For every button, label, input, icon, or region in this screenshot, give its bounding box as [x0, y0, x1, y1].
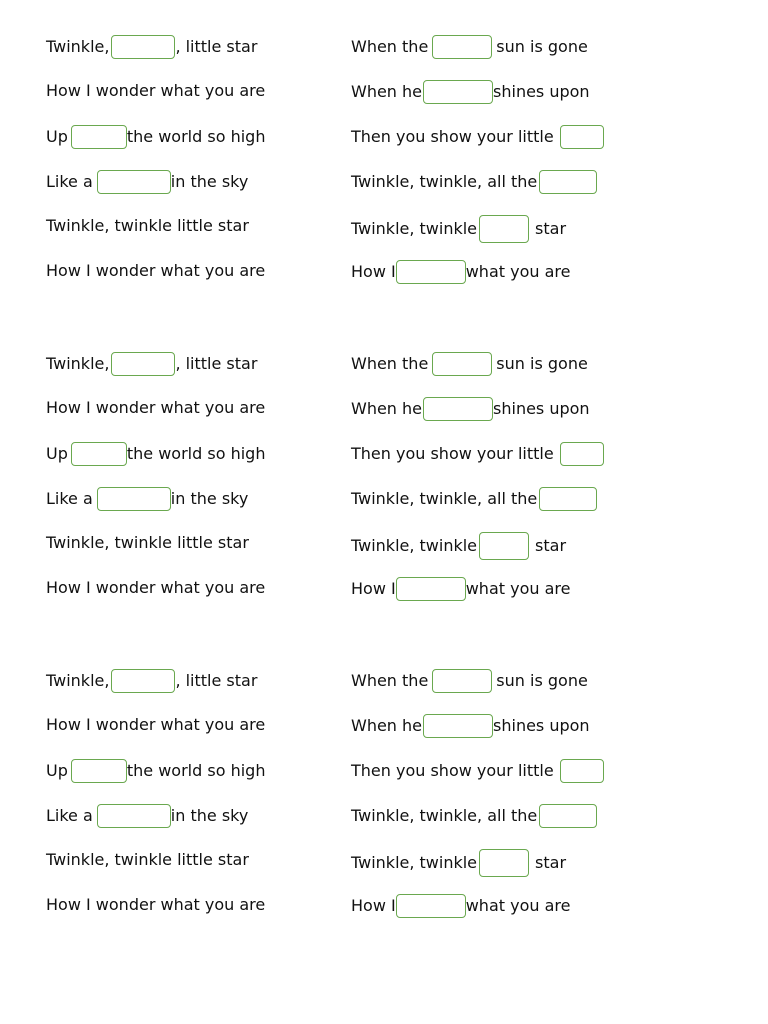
lyric-text: , little star	[175, 671, 258, 690]
blank-box[interactable]	[560, 759, 604, 783]
blank-box[interactable]	[396, 894, 466, 918]
lyric-line	[351, 125, 604, 170]
right-column	[351, 352, 604, 622]
lyric-text: the world so high	[126, 127, 266, 146]
lyric-text: Like a	[46, 172, 93, 191]
blank-box[interactable]	[111, 669, 175, 693]
lyric-line	[46, 849, 265, 894]
lyric-text: sun is gone	[496, 37, 588, 56]
lyric-line	[351, 80, 604, 125]
lyric-text: in the sky	[170, 489, 249, 508]
lyric-line	[351, 170, 604, 215]
lyric-text: When he	[351, 399, 423, 418]
lyric-text: Twinkle, twinkle	[351, 536, 478, 555]
lyric-text: How I wonder what you are	[46, 260, 266, 280]
lyric-text: When he	[351, 716, 423, 735]
lyric-line	[351, 215, 604, 260]
lyric-text: the world so high	[126, 444, 266, 463]
lyric-text: star	[535, 536, 567, 555]
blank-box[interactable]	[396, 260, 466, 284]
lyric-line	[46, 125, 265, 170]
lyric-line	[351, 532, 604, 577]
blank-box[interactable]	[97, 804, 171, 828]
lyric-line	[46, 215, 265, 260]
lyric-line	[46, 759, 265, 804]
lyric-text: shines upon	[493, 399, 590, 418]
lyric-line	[351, 894, 604, 939]
blank-box[interactable]	[432, 35, 492, 59]
blank-box[interactable]	[423, 714, 493, 738]
lyric-line	[46, 260, 265, 305]
blank-box[interactable]	[539, 804, 597, 828]
lyric-line	[46, 669, 265, 714]
lyric-text: Twinkle, twinkle, all the	[351, 172, 538, 191]
lyric-text: star	[535, 853, 567, 872]
lyric-line	[46, 352, 265, 397]
lyric-text: what you are	[465, 262, 571, 281]
blank-box[interactable]	[432, 669, 492, 693]
lyric-line	[46, 804, 265, 849]
blank-box[interactable]	[71, 125, 127, 149]
lyric-text: , little star	[175, 354, 258, 373]
lyric-line	[351, 669, 604, 714]
lyric-text: the world so high	[126, 761, 266, 780]
lyric-text: When the	[351, 671, 429, 690]
lyric-text: Twinkle, twinkle little star	[46, 215, 249, 235]
lyric-text: How I	[351, 262, 396, 281]
lyric-text: Like a	[46, 806, 93, 825]
lyric-line	[351, 352, 604, 397]
left-column	[46, 352, 265, 622]
right-column	[351, 35, 604, 305]
verse-block-3	[0, 669, 768, 959]
left-column	[46, 35, 265, 305]
lyric-text: When the	[351, 354, 429, 373]
blank-box[interactable]	[560, 125, 604, 149]
lyric-text: When he	[351, 82, 423, 101]
lyric-line	[46, 532, 265, 577]
lyric-line	[46, 442, 265, 487]
lyric-line	[46, 577, 265, 622]
blank-box[interactable]	[97, 487, 171, 511]
blank-box[interactable]	[71, 759, 127, 783]
blank-box[interactable]	[97, 170, 171, 194]
lyric-line	[351, 759, 604, 804]
lyric-line	[46, 397, 265, 442]
lyric-text: Twinkle, twinkle little star	[46, 849, 249, 869]
blank-box[interactable]	[423, 397, 493, 421]
verse-block-1	[0, 35, 768, 325]
lyric-line	[46, 35, 265, 80]
lyric-line	[46, 714, 265, 759]
lyric-line	[351, 442, 604, 487]
lyric-text: Twinkle,	[46, 37, 110, 56]
lyric-line	[351, 577, 604, 622]
right-column	[351, 669, 604, 939]
lyric-text: , little star	[175, 37, 258, 56]
blank-box[interactable]	[560, 442, 604, 466]
lyric-line	[351, 849, 604, 894]
lyric-text: star	[535, 219, 567, 238]
lyric-line	[351, 487, 604, 532]
blank-box[interactable]	[539, 487, 597, 511]
blank-box[interactable]	[396, 577, 466, 601]
lyric-text: How I wonder what you are	[46, 577, 266, 597]
blank-box[interactable]	[479, 849, 529, 877]
lyric-text: Twinkle,	[46, 354, 110, 373]
blank-box[interactable]	[111, 35, 175, 59]
lyric-text: Twinkle, twinkle, all the	[351, 489, 538, 508]
lyric-text: Then you show your little	[351, 761, 554, 780]
blank-box[interactable]	[539, 170, 597, 194]
lyric-text: How I wonder what you are	[46, 894, 266, 914]
lyric-text: sun is gone	[496, 671, 588, 690]
lyric-text: How I wonder what you are	[46, 397, 266, 417]
lyric-text: Then you show your little	[351, 444, 554, 463]
lyric-line	[46, 487, 265, 532]
blank-box[interactable]	[432, 352, 492, 376]
lyric-text: Twinkle, twinkle	[351, 853, 478, 872]
lyric-text: When the	[351, 37, 429, 56]
lyric-text: what you are	[465, 896, 571, 915]
blank-box[interactable]	[111, 352, 175, 376]
lyric-line	[351, 397, 604, 442]
verse-block-2	[0, 352, 768, 642]
lyric-line	[46, 80, 265, 125]
lyric-line	[351, 35, 604, 80]
lyric-text: How I wonder what you are	[46, 80, 266, 100]
lyric-text: How I wonder what you are	[46, 714, 266, 734]
lyric-text: How I	[351, 579, 396, 598]
lyric-text: Twinkle, twinkle	[351, 219, 478, 238]
lyric-text: in the sky	[170, 172, 249, 191]
left-column	[46, 669, 265, 939]
lyric-text: what you are	[465, 579, 571, 598]
lyric-line	[351, 260, 604, 305]
lyric-text: in the sky	[170, 806, 249, 825]
lyric-text: Twinkle, twinkle, all the	[351, 806, 538, 825]
lyric-text: Up	[46, 761, 68, 780]
blank-box[interactable]	[479, 215, 529, 243]
lyric-text: How I	[351, 896, 396, 915]
blank-box[interactable]	[423, 80, 493, 104]
lyric-text: Twinkle,	[46, 671, 110, 690]
lyric-text: Like a	[46, 489, 93, 508]
lyric-text: Then you show your little	[351, 127, 554, 146]
lyric-text: shines upon	[493, 82, 590, 101]
lyric-line	[46, 170, 265, 215]
lyric-text: Up	[46, 127, 68, 146]
blank-box[interactable]	[479, 532, 529, 560]
lyric-text: Up	[46, 444, 68, 463]
lyric-text: Twinkle, twinkle little star	[46, 532, 249, 552]
lyric-line	[46, 894, 265, 939]
lyric-text: shines upon	[493, 716, 590, 735]
blank-box[interactable]	[71, 442, 127, 466]
lyric-text: sun is gone	[496, 354, 588, 373]
lyric-line	[351, 714, 604, 759]
lyric-line	[351, 804, 604, 849]
